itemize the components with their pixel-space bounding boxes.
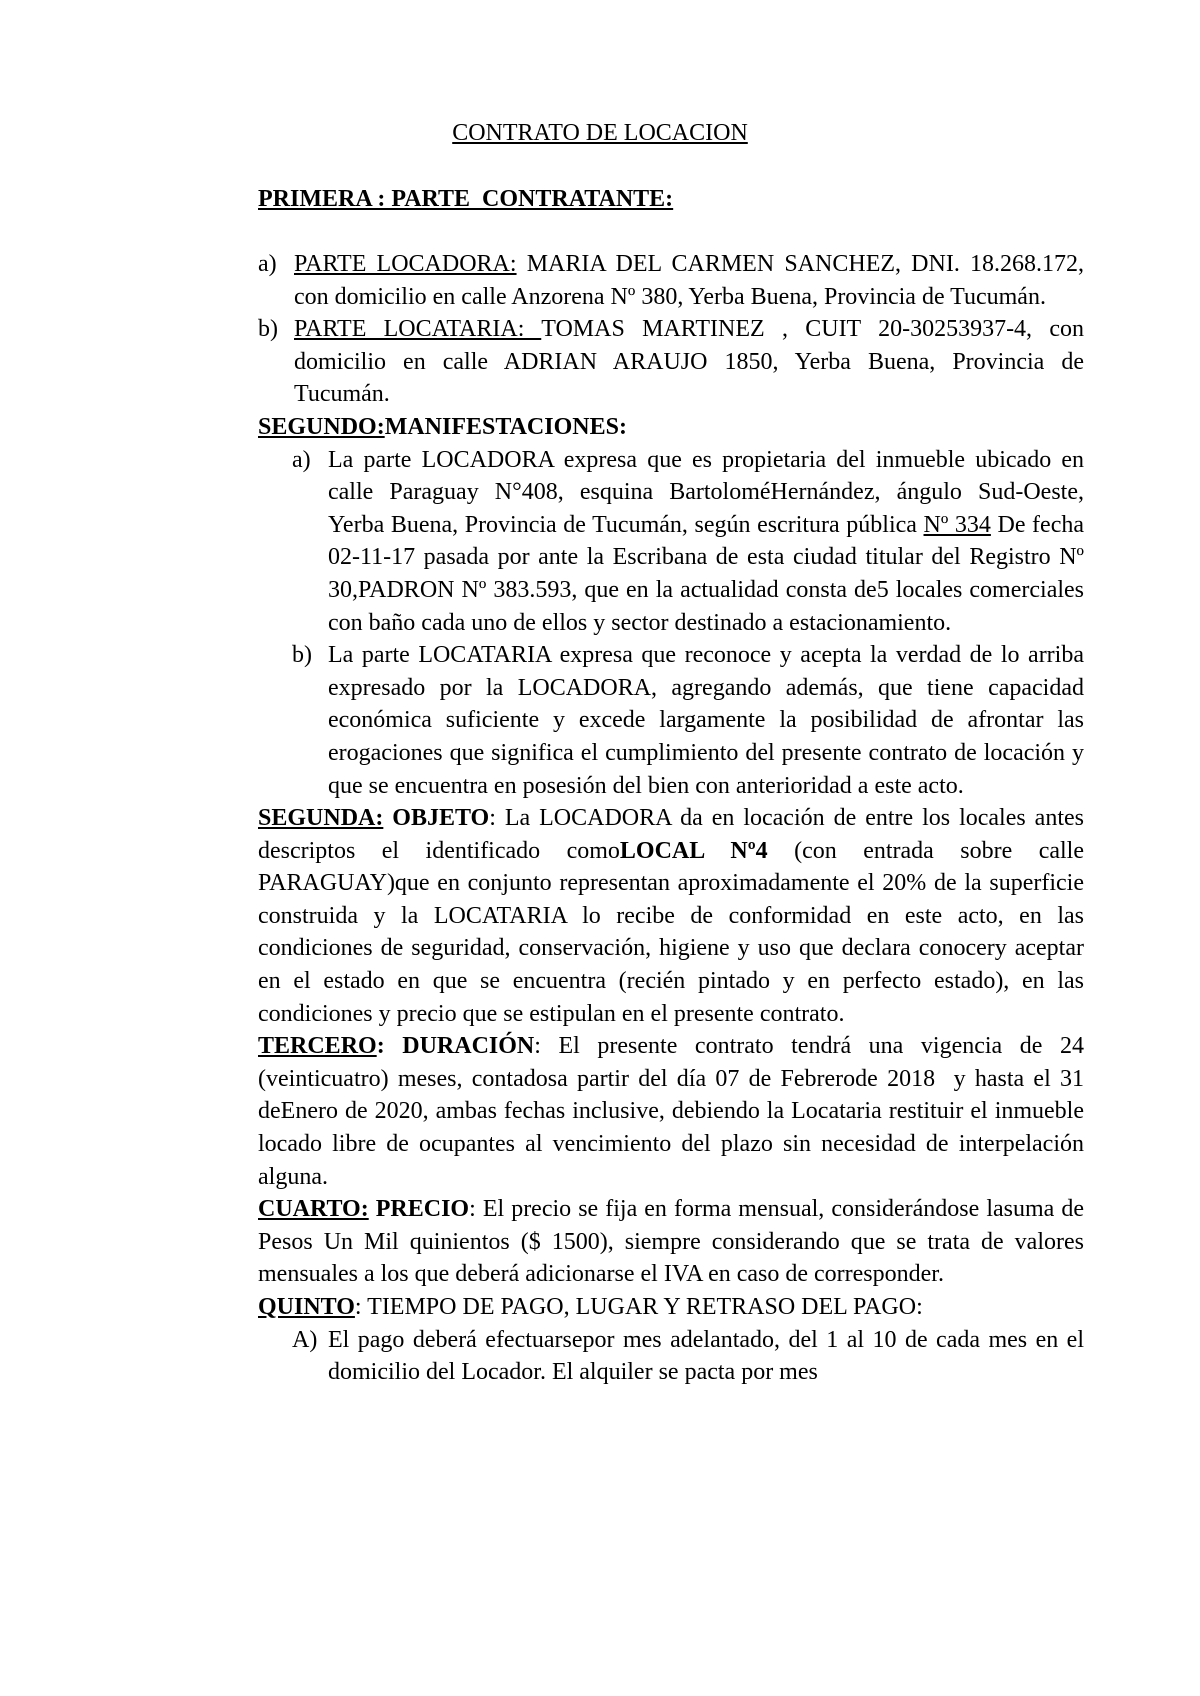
cuarto-title: PRECIO	[368, 1196, 470, 1223]
cuarto-clause	[258, 1193, 1091, 1291]
segunda-title: OBJETO	[383, 805, 490, 832]
segunda-label: SEGUNDA:	[258, 805, 384, 832]
locadora-text: MARIA DEL CARMEN SANCHEZ, DNI. 18.268.172, con domicilio en calle Anzorena Nº 380, Yerba Buena, Provincia de Tucumán.	[294, 251, 1091, 310]
locadora-item	[258, 248, 1091, 313]
segundo-item-a	[258, 444, 1091, 640]
tercero-title: : DURACIÓN	[376, 1033, 535, 1060]
item-marker: b)	[292, 642, 312, 669]
item-marker: a)	[292, 446, 311, 473]
segundo-a-text-after: De fecha 02-11-17 pasada por ante la Escribana de esta ciudad titular del Registro Nº 30,PADRON Nº 383.593, que en la actualidad consta de5 locales comerciales con baño cada uno de ellos y sector destinado a estacionamiento.	[328, 511, 1091, 636]
locataria-text: TOMAS MARTINEZ , CUIT 20-30253937-4, con domicilio en calle ADRIAN ARAUJO 1850, Yerba Buena, Provincia de Tucumán.	[294, 316, 1090, 408]
quinto-text: : TIEMPO DE PAGO, LUGAR Y RETRASO DEL PAGO:	[354, 1294, 923, 1320]
segundo-b-text: La parte LOCATARIA expresa que reconoce y acepta la verdad de lo arriba expresado por la LOCADORA, agregando además, que tiene capacidad económica suficiente y excede largamente la posibilidad de afrontar las erogaciones que significa el cumplimiento del presente contrato de locación y que se encuentra en posesión del bien con anterioridad a este acto.	[328, 642, 1090, 799]
quinto-a-text: El pago deberá efectuarsepor mes adelantado, del 1 al 10 de cada mes en el domicilio del Locador. El alquiler se pacta por mes	[328, 1326, 1090, 1386]
segundo-item-b	[258, 639, 1090, 802]
locataria-item	[258, 313, 1090, 411]
quinto-heading	[258, 1291, 1084, 1324]
primera-heading: PRIMERA : PARTE CONTRATANTE:	[258, 186, 674, 212]
item-marker: a)	[258, 251, 277, 277]
locadora-label: PARTE LOCADORA:	[294, 251, 517, 277]
escritura-number: Nº 334	[923, 511, 991, 538]
segundo-heading	[258, 411, 1084, 444]
quinto-label: QUINTO	[258, 1294, 355, 1320]
tercero-clause	[258, 1030, 1090, 1193]
segunda-text-after: (con entrada sobre calle PARAGUAY)que en conjunto representan aproximadamente el 20% de la superficie construida y la LOCATARIA lo recibe de conformidad en este acto, en las condiciones de seguridad, conservación, higiene y uso que declara conocery aceptar en el estado en que se encuentra (recién pintado y en perfecto estado), en las condiciones y precio que se estipulan en el presente contrato.	[258, 837, 1090, 1027]
cuarto-text: : El precio se fija en forma mensual, considerándose lasuma de Pesos Un Mil quinientos ($ 1500), siempre considerando que se trata de valores mensuales a los que deberá adicionarse el IVA en caso de corresponder.	[258, 1196, 1091, 1288]
contract-body	[258, 248, 1091, 1389]
tercero-label: TERCERO	[258, 1033, 377, 1060]
segundo-title: MANIFESTACIONES:	[384, 413, 627, 440]
document-title: CONTRATO DE LOCACION	[452, 120, 748, 146]
local-number: LOCAL Nº4	[619, 837, 768, 864]
item-marker: A)	[292, 1326, 318, 1353]
item-marker: b)	[258, 316, 278, 343]
segunda-clause	[258, 802, 1090, 1030]
tercero-text: : El presente contrato tendrá una vigencia de 24 (veinticuatro) meses, contadosa partir del día 07 de Febrerode 2018 y hasta el 31 deEnero de 2020, ambas fechas inclusive, debiendo la Locataria restituir el inmueble locado libre de ocupantes al vencimiento del plazo sin necesidad de interpelación alguna.	[258, 1033, 1090, 1190]
segundo-label: SEGUNDO:	[258, 413, 385, 440]
cuarto-label: CUARTO:	[258, 1196, 369, 1223]
segunda-text-before: : La LOCADORA da en locación de entre los locales antes descriptos el identificado como	[258, 805, 1090, 864]
segundo-a-text-before: La parte LOCADORA expresa que es propietaria del inmueble ubicado en calle Paraguay N°408, esquina BartoloméHernández, ángulo Sud-Oeste, Yerba Buena, Provincia de Tucumán, según escritura pública	[328, 446, 1090, 538]
locataria-label: PARTE LOCATARIA:	[294, 316, 542, 343]
quinto-item-a	[258, 1324, 1090, 1389]
